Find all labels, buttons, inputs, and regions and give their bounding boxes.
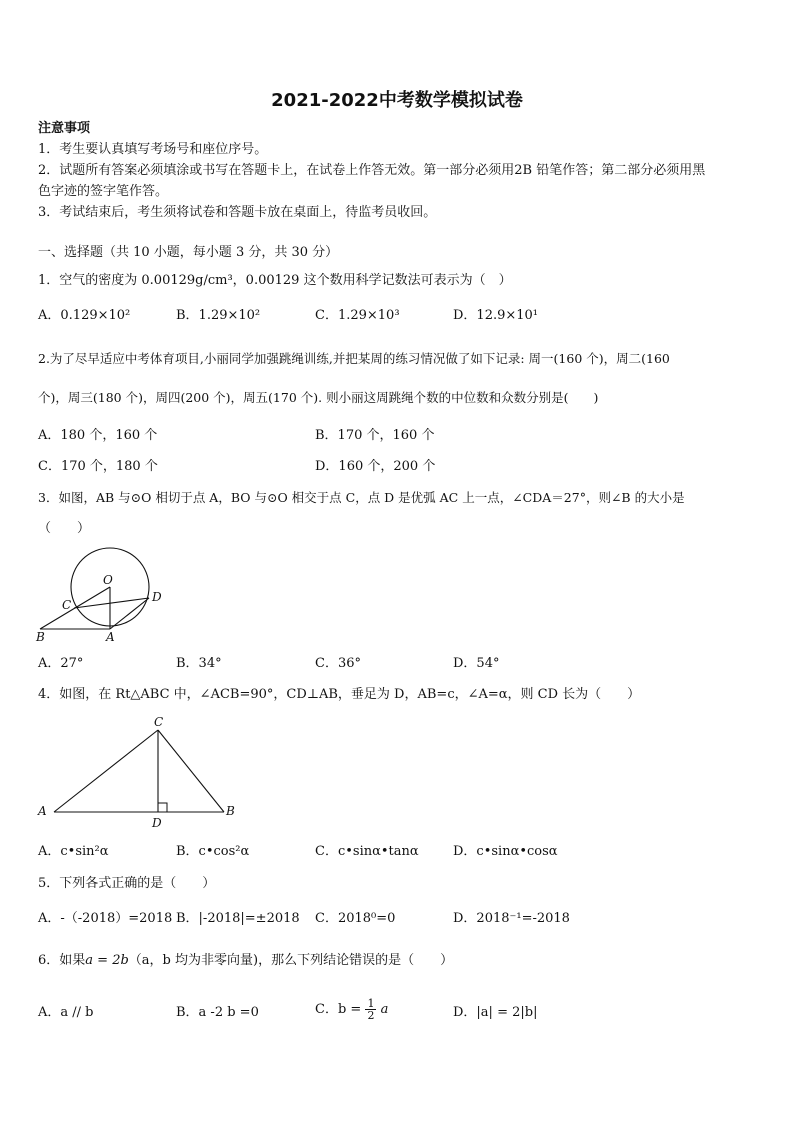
- question-1-stem: 1．空气的密度为 0.00129g/cm³，0.00129 这个数用科学记数法可表示为（ ）: [38, 273, 512, 288]
- section-heading: 一、选择题（共 10 小题，每小题 3 分，共 30 分）: [38, 245, 339, 260]
- label-c: C: [62, 598, 72, 612]
- q5-option-a: A．-（-2018）=2018: [38, 911, 173, 926]
- q3-option-c: C．36°: [315, 656, 361, 671]
- q6-option-a: A．a // b: [38, 1005, 94, 1020]
- q3-option-b: B．34°: [176, 656, 222, 671]
- q5-option-c: C．2018⁰=0: [315, 911, 396, 926]
- question-2-line1: 2.为了尽早适应中考体育项目,小丽同学加强跳绳训练,并把某周的练习情况做了如下记录: 周一(160 个)，周二(160: [38, 351, 670, 366]
- q6-option-d: D．|a| = 2|b|: [453, 1005, 538, 1020]
- q4-option-c: C．c•sinα•tanα: [315, 844, 419, 859]
- question-3-line1: 3．如图，AB 与⊙O 相切于点 A，BO 与⊙O 相交于点 C，点 D 是优弧 AC 上一点，∠CDA＝27°，则∠B 的大小是: [38, 490, 685, 505]
- q6-stem-prefix: 6．如果: [38, 953, 86, 968]
- right-angle-mark: [158, 803, 167, 812]
- q1-option-c: C．1.29×10³: [315, 308, 400, 323]
- question-5-stem: 5．下列各式正确的是（ ）: [38, 876, 216, 891]
- q4-option-b: B．c•cos²α: [176, 844, 250, 859]
- q6-option-b: B．a -2 b =0: [176, 1005, 259, 1020]
- q2-option-b: B．170 个，160 个: [315, 428, 435, 443]
- notice-line: 3．考试结束后，考生须将试卷和答题卡放在桌面上，待监考员收回。: [38, 205, 437, 220]
- side-ac: [54, 730, 158, 812]
- q3-option-a: A．27°: [38, 656, 84, 671]
- question-6-stem: [38, 952, 453, 970]
- q4-option-a: A．c•sin²α: [38, 844, 109, 859]
- label-d: D: [152, 816, 162, 830]
- q6-option-c-label: C．b =: [315, 1002, 362, 1017]
- label-b: B: [226, 804, 235, 818]
- q1-option-a: A．0.129×10²: [38, 308, 131, 323]
- q6-vector-equation: a = 2b: [85, 953, 129, 968]
- notice-line: 2．试题所有答案必须填涂或书写在答题卡上，在试卷上作答无效。第一部分必须用2B 铅笔作答；第二部分必须用黑: [38, 163, 706, 178]
- q2-option-d: D．160 个，200 个: [315, 459, 436, 474]
- question-3-line2: （ ）: [38, 521, 91, 536]
- notice-line: 1．考生要认真填写考场号和座位序号。: [38, 142, 268, 157]
- circle-tangent-figure: [36, 548, 176, 644]
- q6-option-c: [315, 996, 388, 1024]
- label-o: O: [103, 573, 113, 587]
- label-c: C: [154, 715, 164, 729]
- fraction-one-half: $\frac{1}{2}$: [367, 997, 375, 1022]
- page-title: 2021-2022中考数学模拟试卷: [271, 90, 523, 111]
- q1-option-d: D．12.9×10¹: [453, 308, 539, 323]
- label-b: B: [36, 630, 45, 644]
- q4-option-d: D．c•sinα•cosα: [453, 844, 558, 859]
- q1-option-b: B．1.29×10²: [176, 308, 261, 323]
- q6-option-c-tail: a: [380, 1002, 389, 1017]
- notice-heading: 注意事项: [38, 121, 91, 136]
- label-a: A: [38, 804, 47, 818]
- label-a: A: [106, 630, 115, 644]
- q6-stem-rest: （a，b 均为非零向量)，那么下列结论错误的是（ ）: [128, 953, 454, 968]
- q5-option-d: D．2018⁻¹=-2018: [453, 911, 570, 926]
- q2-option-c: C．170 个，180 个: [38, 459, 158, 474]
- q2-option-a: A．180 个，160 个: [38, 428, 158, 443]
- q3-option-d: D．54°: [453, 656, 500, 671]
- question-4-stem: 4．如图，在 Rt△ABC 中，∠ACB=90°，CD⊥AB，垂足为 D，AB=c，∠A=α，则 CD 长为（ ）: [38, 687, 641, 702]
- side-bc: [158, 730, 224, 812]
- right-triangle-figure: [36, 716, 246, 832]
- label-d: D: [152, 590, 162, 604]
- question-2-line2: 个)，周三(180 个)，周四(200 个)，周五(170 个). 则小丽这周跳绳个数的中位数和众数分别是( ): [38, 390, 599, 405]
- notice-line: 色字迹的签字笔作答。: [38, 184, 169, 199]
- q5-option-b: B．|-2018|=±2018: [176, 911, 300, 926]
